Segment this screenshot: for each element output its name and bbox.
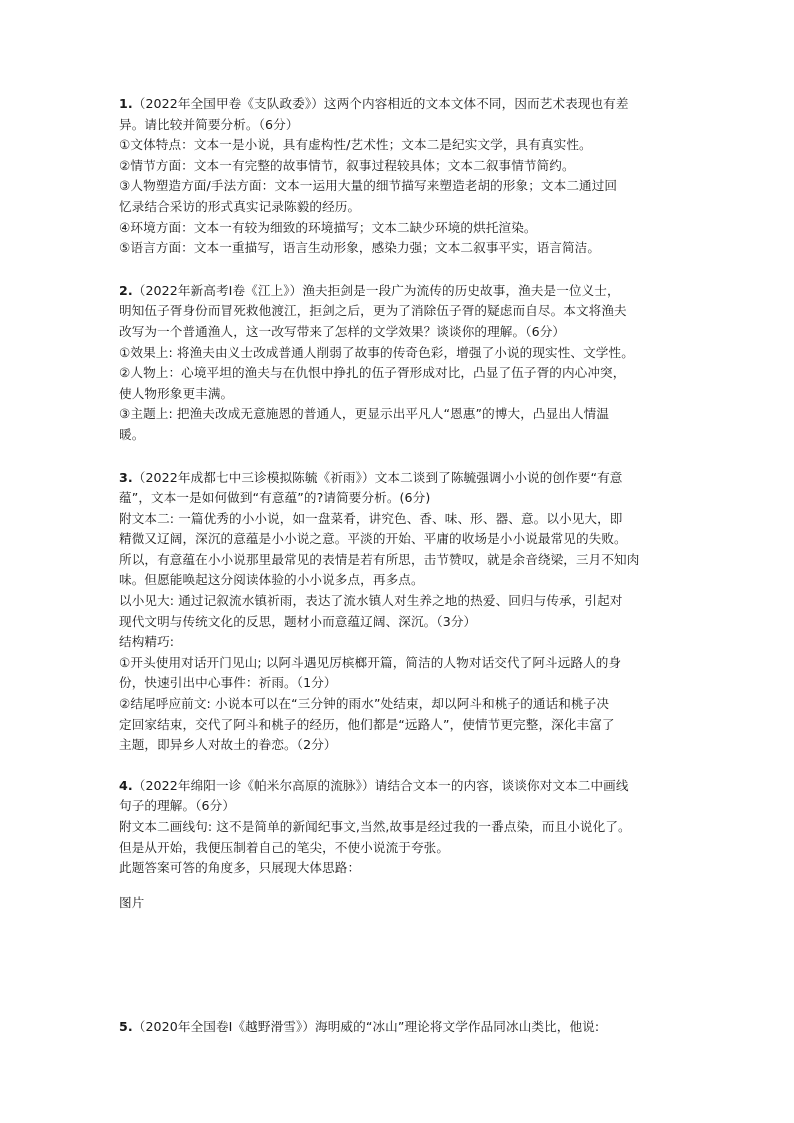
- answer-point-continued: 主题，即异乡人对故土的眷恋。（2分）: [119, 737, 337, 753]
- answer-point: 以小见大: 通过记叙流水镇祈雨，表达了流水镇人对生养之地的热爱、回归与传承，引起对: [119, 593, 623, 609]
- question-number: 4.: [119, 777, 133, 793]
- question-5: [119, 1017, 684, 1038]
- reference-text: 味。但愿能唤起这分阅读体验的小小说多点，再多点。: [119, 572, 424, 588]
- spacer: [119, 913, 684, 965]
- question-2-title-line-3: 改写为一个普通渔人，这一改写带来了怎样的文学效果？谈谈你的理解。（6分）: [119, 323, 566, 339]
- answer-point: ①效果上: 将渔夫由义士改成普通人削弱了故事的传奇色彩，增强了小说的现实性、文学性。: [119, 344, 634, 360]
- document-page: [119, 94, 684, 1038]
- spacer: [119, 446, 684, 468]
- answer-point-continued: 份，快速引出中心事件：祈雨。（1分）: [119, 675, 337, 691]
- answer-point: ①开头使用对话开门见山; 以阿斗遇见厉槟榔开篇，简洁的人物对话交代了阿斗远路人的身: [119, 654, 622, 670]
- question-3: [119, 468, 684, 756]
- question-number: 2.: [119, 282, 133, 298]
- spacer: [119, 756, 684, 776]
- reference-text: 精微又辽阔，深沉的意蕴是小小说之意。平淡的开始、平庸的收场是小小说最常见的失败。: [119, 531, 627, 547]
- answer-subheading: 结构精巧:: [119, 634, 175, 650]
- reference-text: 但是从开始，我便压制着自己的笔尖，不使小说流于夸张。: [119, 839, 450, 855]
- question-2-title-line-2: 明知伍子胥身份而冒死救他渡江，拒剑之后，更为了消除伍子胥的疑虑而自尽。本文将渔夫: [119, 303, 627, 319]
- question-2: [119, 281, 684, 446]
- question-4-title-line-1: 4.（2022年绵阳一诊《帕米尔高原的流脉》）请结合文本一的内容，谈谈你对文本二中画线: [119, 777, 629, 793]
- answer-point-continued: 现代文明与传统文化的反思，题材小而意蕴辽阔、深沉。（3分）: [119, 613, 477, 629]
- reference-text: 附文本二画线句: 这不是简单的新闻纪事文,当然,故事是经过我的一番点染，而且小说化了。: [119, 819, 631, 834]
- question-4-title-line-2: 句子的理解。（6分）: [119, 798, 236, 814]
- answer-point: ②情节方面：文本一有完整的故事情节，叙事过程较具体；文本二叙事情节简约。: [119, 157, 575, 173]
- question-3-title-line-2: 蕴”，文本一是如何做到“有意蕴”的?请简要分析。(6分): [119, 490, 431, 506]
- answer-point-continued: 暖。: [119, 426, 145, 442]
- answer-point-continued: 定回家结束，交代了阿斗和桃子的经历，他们都是“远路人”，使情节更完整，深化丰富了: [119, 716, 615, 732]
- answer-point: ③人物塑造方面/手法方面：文本一运用大量的细节描写来塑造老胡的形象；文本二通过回: [119, 178, 618, 194]
- spacer: [119, 965, 684, 1017]
- question-5-title-line-1: 5.（2020年全国卷Ⅰ《越野滑雪》）海明威的“冰山”理论将文学作品同冰山类比，他说:: [119, 1019, 600, 1035]
- answer-point-continued: 忆录结合采访的形式真实记录陈毅的经历。: [119, 198, 361, 214]
- answer-point: ⑤语言方面：文本一重描写，语言生动形象，感染力强；文本二叙事平实，语言简洁。: [119, 240, 601, 256]
- question-4: [119, 776, 684, 914]
- question-1-title-line-1: 1.（2022年全国甲卷《支队政委》）这两个内容相近的文本文体不同，因而艺术表现也有差: [119, 96, 629, 111]
- question-number: 3.: [119, 469, 133, 485]
- question-3-title-line-1: 3.（2022年成都七中三诊模拟陈毓《祈雨》）文本二谈到了陈毓强调小小说的创作要“有意: [119, 469, 623, 485]
- reference-text: 附文本二: 一篇优秀的小小说，如一盘菜肴，讲究色、香、味、形、器、意。以小见大，即: [119, 510, 623, 526]
- spacer: [119, 259, 684, 281]
- question-1-title-line-2: 异。请比较并简要分析。（6分）: [119, 116, 299, 132]
- reference-text: 所以，有意蕴在小小说那里最常见的表情是若有所思，击节赞叹，就是余音绕梁，三月不知肉: [119, 551, 640, 567]
- answer-point-continued: 使人物形象更丰满。: [119, 385, 234, 401]
- question-number: 1.: [119, 96, 133, 111]
- spacer: [119, 879, 684, 893]
- question-2-title-line-1: 2.（2022年新高考Ⅰ卷《江上》）渔夫拒剑是一段广为流传的历史故事，渔夫是一位义士，: [119, 282, 620, 298]
- answer-note: 此题答案可答的角度多，只展现大体思路：: [119, 860, 361, 876]
- answer-point: ②结尾呼应前文: 小说本可以在“三分钟的雨水”处结束，却以阿斗和桃子的通话和桃子决: [119, 696, 610, 712]
- answer-point: ①文体特点：文本一是小说，具有虚构性/艺术性；文本二是纪实文学，具有真实性。: [119, 137, 592, 153]
- answer-point: ②人物上：心境平坦的渔夫与在仇恨中挣扎的伍子胥形成对比，凸显了伍子胥的内心冲突，: [119, 365, 626, 381]
- question-1: [119, 94, 684, 259]
- answer-point: ③主题上: 把渔夫改成无意施恩的普通人，更显示出平凡人“恩惠”的博大，凸显出人情温: [119, 406, 610, 422]
- answer-point: ④环境方面：文本一有较为细致的环境描写；文本二缺少环境的烘托渲染。: [119, 219, 537, 235]
- image-placeholder-label: 图片: [119, 894, 145, 910]
- question-number: 5.: [119, 1019, 133, 1035]
